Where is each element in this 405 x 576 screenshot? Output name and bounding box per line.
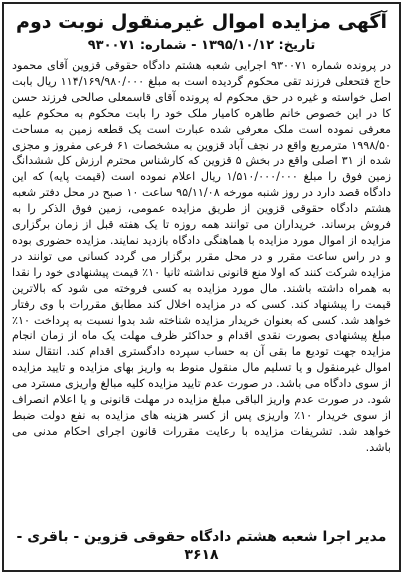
notice-date-number: تاریخ: ۱۳۹۵/۱۰/۱۲ - شماره: ۹۳۰۰۷۱ <box>87 38 316 53</box>
auction-notice <box>2 2 401 572</box>
notice-body: در پرونده شماره ۹۳۰۰۷۱ اجرایی شعبه هشتم دادگاه حقوقی قزوین آقای محمود حاج فتحعلی فرزند تقی محکوم گردیده است به مبلغ ۱۱۴/۱۶۹/۹۸۰/۰۰۰ ریال بابت اصل خواسته و غیره در حق محکوم له پرونده آقای قاسمعلی صالحی فرزند حسن کا در این خصوص خانم طاهره کامیار ملک خود را بابت محکوم به محکوم علیه معرفی نموده است ملک معرفی شده عبارت است یک قطعه زمین به مساحت ۱۹۹۸/۵۰ مترمربع واقع در نجف آباد قزوین به مشخصات ۶۱ فرعی مفروز و مجزی شده از ۳۱ اصلی واقع در بخش ۵ قزوین که کارشناس محترم ارزش کل ششدانگ زمین فوق را مبلغ ۱/۵۱۰/۰۰۰/۰۰۰ ریال اعلام نموده است (قیمت پایه) که این دادگاه قصد دارد در روز شنبه مورخه ۹۵/۱۱/۰۸ ساعت ۱۰ صبح در محل دفتر شعبه هشتم دادگاه حقوقی قزوین از طریق مزایده عمومی، زمین فوق الذکر را به فروش برساند. خریداران می توانند همه روزه تا یک هفته قبل از زمان برگزاری مزایده از اموال مورد مزایده با هماهنگی دادگاه بازدید نمایند. مزایده حضوری بوده و در راس ساعت مقرر و در محل مقرر برگزار می گردد کسانی می توانند در مزایده شرکت کنند که اولا منع قانونی نداشته ثانیا ۱۰٪ قیمت پیشنهادی خود را نقدا به همراه داشته باشند. مال مورد مزایده به کسی فروخته می شود که بالاترین قیمت را پیشنهاد کند. کسی که در مزایده اخلال کند مطابق مقررات با وی رفتار خواهد شد. کسی که بعنوان خریدار مزایده شناخته شد بدوا نسبت به پرداخت ۱۰٪ مبلغ پیشنهادی بصورت نقدی اقدام و حداکثر ظرف مهلت یک ماه از زمان انجام مزایده جهت تودیع ما بقی آن به حساب سپرده دادگستری اقدام کند. انتقال سند اموال غیرمنقول و یا تسلیم مال منقول منوط به واریز بهای مزایده و تایید مزایده از سوی دادگاه می باشد. در صورت عدم تایید مزایده کلیه مبالغ واریزی مسترد می شود. در صورت عدم واریز الباقی مبلغ مزایده در مهلت قانونی و یا اعلام انصراف از سوی خریدار ۱۰٪ واریزی پس از کسر هزینه های مزایده به نفع دولت ضبط خواهد شد. تشریفات مزایده با رعایت مقررات قانون اجرای احکام مدنی می باشد. <box>12 59 392 454</box>
notice-signature: مدیر اجرا شعبه هشتم دادگاه حقوقی قزوین - باقری - ۳۶۱۸ <box>16 529 387 563</box>
notice-title: آگهی مزایده اموال غیرمنقول نوبت دوم <box>16 11 387 33</box>
